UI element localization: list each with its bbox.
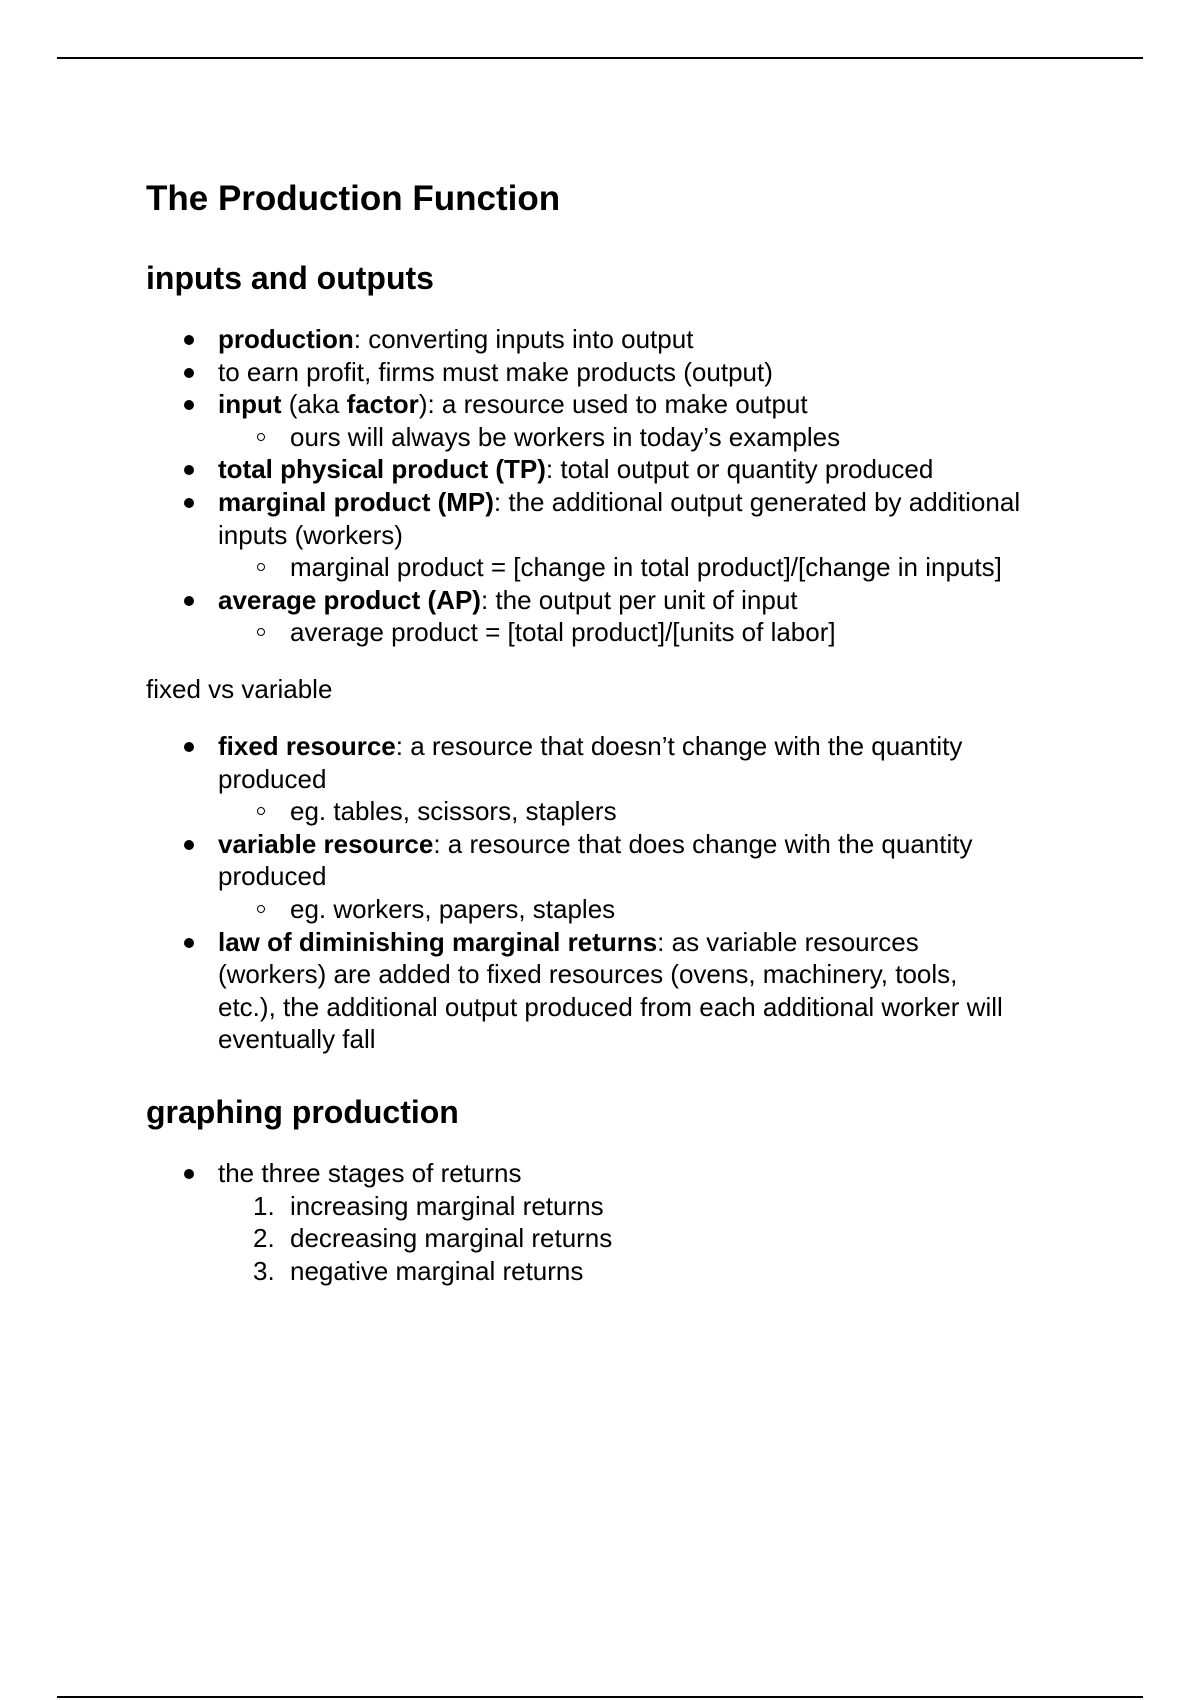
list-item <box>146 926 1106 1056</box>
term: total physical product (TP) <box>218 454 546 485</box>
definition: : total output or quantity produced <box>545 454 934 485</box>
definition: : the output per unit of input <box>480 584 798 615</box>
footer-rule <box>57 1696 1143 1698</box>
sub-item-text: ours will always be workers in today’s examples <box>290 421 841 452</box>
bullet-icon <box>184 742 194 752</box>
list-item <box>146 486 1106 584</box>
term-alias: factor <box>346 389 419 420</box>
sub-item-text: marginal product = [change in total product]/[change in inputs] <box>290 552 1002 583</box>
sub-item-text: eg. workers, papers, staples <box>290 893 616 924</box>
list-item <box>146 1157 1106 1287</box>
sub-item-text: average product = [total product]/[units of labor] <box>290 617 836 648</box>
graphing-production-list <box>146 1157 1106 1287</box>
term: law of diminishing marginal returns <box>218 926 658 957</box>
hollow-bullet-icon <box>257 433 265 441</box>
bullet-icon <box>184 368 194 378</box>
numbered-list-item <box>146 1222 1106 1255</box>
numbered-item-text: negative marginal returns <box>290 1255 584 1286</box>
list-item <box>146 730 1106 828</box>
numbered-item-text: decreasing marginal returns <box>290 1223 613 1254</box>
sub-list-item <box>146 551 1106 584</box>
definition: : as variable resources <box>657 926 919 957</box>
definition: : a resource that does change with the quantity <box>433 828 973 859</box>
numbered-list-item <box>146 1255 1106 1288</box>
term: marginal product (MP) <box>218 486 494 517</box>
definition: : converting inputs into output <box>353 324 694 354</box>
list-item <box>146 828 1106 926</box>
list-item <box>146 356 1106 389</box>
bullet-icon <box>184 400 194 410</box>
bullet-icon <box>184 938 194 948</box>
sub-list-item <box>146 421 1106 454</box>
hollow-bullet-icon <box>257 807 265 815</box>
term: production <box>218 324 354 354</box>
definition: : a resource that doesn’t change with the quantity <box>395 731 963 761</box>
document-title: The Production Function <box>146 179 561 218</box>
definition-continued: (workers) are added to fixed resources (ovens, machinery, tools, <box>218 959 958 990</box>
term-connector: (aka <box>281 389 347 420</box>
term: variable resource <box>218 828 434 859</box>
list-item <box>146 323 1106 356</box>
item-text: the three stages of returns <box>218 1158 522 1188</box>
term: input <box>218 389 282 420</box>
inputs-outputs-list <box>146 323 1106 649</box>
bullet-icon <box>184 335 194 345</box>
numbered-item-text: increasing marginal returns <box>290 1190 604 1221</box>
definition-continued: produced <box>218 861 327 892</box>
numbered-list-item <box>146 1190 1106 1223</box>
term: fixed resource <box>218 731 396 761</box>
sub-list-item <box>146 893 1106 926</box>
bullet-icon <box>184 498 194 508</box>
list-number: 3. <box>253 1255 275 1286</box>
subsection-label-fixed-vs-variable: fixed vs variable <box>146 674 333 704</box>
sub-list-item <box>146 616 1106 649</box>
hollow-bullet-icon <box>257 563 265 571</box>
hollow-bullet-icon <box>257 905 265 913</box>
bullet-icon <box>184 465 194 475</box>
list-number: 2. <box>253 1223 275 1254</box>
definition: ): a resource used to make output <box>418 389 808 420</box>
header-rule <box>57 57 1143 59</box>
section-heading-graphing-production: graphing production <box>146 1094 459 1130</box>
fixed-variable-list <box>146 730 1106 1056</box>
list-item <box>146 453 1106 486</box>
definition: : the additional output generated by additional <box>493 486 1021 517</box>
definition-continued: etc.), the additional output produced from each additional worker will <box>218 991 1003 1022</box>
bullet-icon <box>184 1169 194 1179</box>
sub-list-item <box>146 795 1106 828</box>
definition-continued: produced <box>218 763 327 794</box>
list-number: 1. <box>253 1190 275 1221</box>
item-text: to earn profit, firms must make products (output) <box>218 356 773 387</box>
list-item <box>146 584 1106 649</box>
definition-continued: inputs (workers) <box>218 519 403 550</box>
sub-item-text: eg. tables, scissors, staplers <box>290 796 617 827</box>
definition-continued: eventually fall <box>218 1024 376 1055</box>
section-heading-inputs-outputs: inputs and outputs <box>146 260 434 296</box>
term: average product (AP) <box>218 584 481 615</box>
bullet-icon <box>184 596 194 606</box>
list-item <box>146 388 1106 453</box>
bullet-icon <box>184 840 194 850</box>
hollow-bullet-icon <box>257 628 265 636</box>
